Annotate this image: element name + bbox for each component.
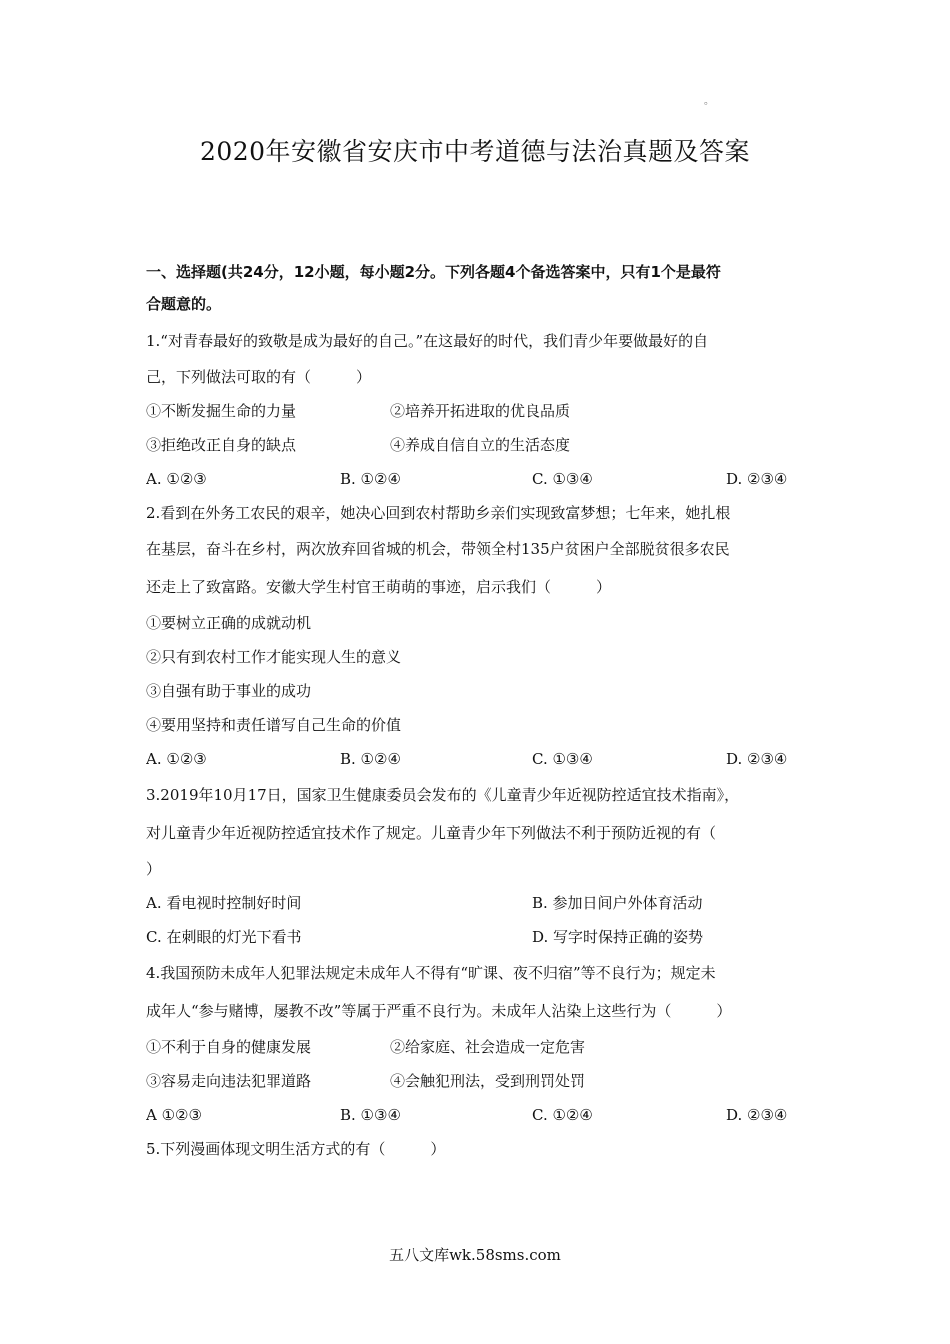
q4-options xyxy=(146,1098,814,1132)
footer-watermark: 五八文库wk.58sms.com xyxy=(389,1246,561,1264)
q2-statement-1: ①要树立正确的成就动机 xyxy=(146,614,312,632)
q4-statement-2: ②给家庭、社会造成一定危害 xyxy=(390,1038,586,1056)
q1-statements-row-1 xyxy=(146,394,814,428)
decorative-dot: 。 xyxy=(704,96,714,107)
q4-stem-line-2: 成年人“参与赌博，屡教不改”等属于严重不良行为。未成年人沾染上这些行为（ ） xyxy=(146,1002,732,1020)
q4-statement-1: ①不利于自身的健康发展 xyxy=(146,1038,312,1056)
q4-stem-line-1: 4.我国预防未成年人犯罪法规定未成年人不得有“旷课、夜不归宿”等不良行为；规定未 xyxy=(146,964,716,982)
q2-statement-2: ②只有到农村工作才能实现人生的意义 xyxy=(146,648,402,666)
q1-stem-line-2: 己，下列做法可取的有（ ） xyxy=(146,368,372,386)
q4-statements-row-1 xyxy=(146,1030,814,1064)
q2-statement-3: ③自强有助于事业的成功 xyxy=(146,682,312,700)
document-body xyxy=(146,256,814,1166)
q1-statement-2: ②培养开拓进取的优良品质 xyxy=(390,402,571,420)
q3-option-c: C. 在刺眼的灯光下看书 xyxy=(146,928,302,946)
q2-statement-4: ④要用坚持和责任谱写自己生命的价值 xyxy=(146,716,402,734)
q2-stem-line-1: 2.看到在外务工农民的艰辛，她决心回到农村帮助乡亲们实现致富梦想；七年来，她扎根 xyxy=(146,504,731,522)
q1-stem-line-1: 1.“对青春最好的致敬是成为最好的自己。”在这最好的时代，我们青少年要做最好的自 xyxy=(146,332,709,350)
q2-options xyxy=(146,742,814,776)
q3-options-row-1 xyxy=(146,886,814,920)
q4-statement-3: ③容易走向违法犯罪道路 xyxy=(146,1072,312,1090)
q1-option-d: D. ②③④ xyxy=(726,470,788,488)
q3-option-d: D. 写字时保持正确的姿势 xyxy=(532,928,704,946)
q4-option-b: B. ①③④ xyxy=(340,1106,401,1124)
q4-statement-4: ④会触犯刑法，受到刑罚处罚 xyxy=(390,1072,586,1090)
section-heading-line-1: 一、选择题(共24分，12小题，每小题2分。下列各题4个备选答案中，只有1个是最符 xyxy=(146,263,721,281)
q2-stem-line-3: 还走上了致富路。安徽大学生村官王萌萌的事迹，启示我们（ ） xyxy=(146,578,612,596)
q1-statement-1: ①不断发掘生命的力量 xyxy=(146,402,297,420)
q1-option-a: A. ①②③ xyxy=(146,470,207,488)
q1-statement-3: ③拒绝改正自身的缺点 xyxy=(146,436,297,454)
q1-statements-row-2 xyxy=(146,428,814,462)
q2-option-b: B. ①②④ xyxy=(340,750,401,768)
q4-option-a: A ①②③ xyxy=(146,1106,202,1124)
q2-option-a: A. ①②③ xyxy=(146,750,207,768)
q4-option-c: C. ①②④ xyxy=(532,1106,593,1124)
q1-statement-4: ④养成自信自立的生活态度 xyxy=(390,436,571,454)
q3-options-row-2 xyxy=(146,920,814,954)
q2-option-c: C. ①③④ xyxy=(532,750,593,768)
q2-stem-line-2: 在基层，奋斗在乡村，两次放弃回省城的机会，带领全村135户贫困户全部脱贫很多农民 xyxy=(146,540,730,558)
q3-stem-line-1: 3.2019年10月17日，国家卫生健康委员会发布的《儿童青少年近视防控适宜技术指南》， xyxy=(146,786,740,804)
q5-stem-line-1: 5.下列漫画体现文明生活方式的有（ ） xyxy=(146,1140,446,1158)
q2-option-d: D. ②③④ xyxy=(726,750,788,768)
q3-option-a: A. 看电视时控制好时间 xyxy=(146,894,302,912)
document-title: 2020年安徽省安庆市中考道德与法治真题及答案 xyxy=(199,137,751,166)
q3-option-b: B. 参加日间户外体育活动 xyxy=(532,894,703,912)
q3-stem-line-3: ） xyxy=(146,860,162,878)
q1-option-b: B. ①②④ xyxy=(340,470,401,488)
q4-option-d: D. ②③④ xyxy=(726,1106,788,1124)
q1-option-c: C. ①③④ xyxy=(532,470,593,488)
q1-options xyxy=(146,462,814,496)
section-heading-line-2: 合题意的。 xyxy=(146,295,222,313)
q3-stem-line-2: 对儿童青少年近视防控适宜技术作了规定。儿童青少年下列做法不利于预防近视的有（ xyxy=(146,824,717,842)
q4-statements-row-2 xyxy=(146,1064,814,1098)
